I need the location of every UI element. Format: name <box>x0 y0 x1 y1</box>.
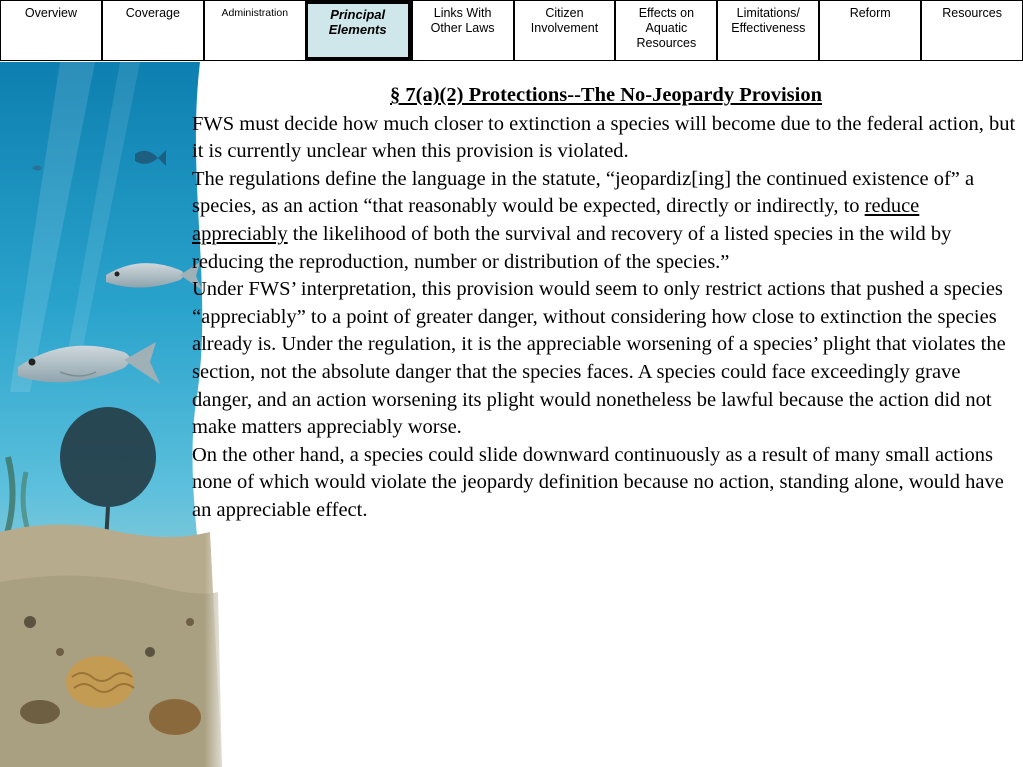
nav-tab-resources[interactable]: Resources <box>920 1 1023 60</box>
nav-tab-links-with-other-laws[interactable]: Links With Other Laws <box>411 1 513 60</box>
nav-tab-reform[interactable]: Reform <box>818 1 920 60</box>
brain-coral-icon <box>66 656 134 708</box>
nav-tab-coverage[interactable]: Coverage <box>101 1 203 60</box>
nav-tab-citizen-involvement[interactable]: Citizen Involvement <box>513 1 615 60</box>
paragraph-2-text-a: The regulations define the language in the statute, “jeopardiz[ing] the continued existence of” a species, as an action “that reasonably would be expected, directly or indirectly, to <box>192 167 975 218</box>
slide-content <box>192 82 1020 525</box>
paragraph-4: On the other hand, a species could slide downward continuously as a result of many small actions none of which would violate the jeopardy definition because no action, standing alone, would have an appreciable effect. <box>192 443 1004 521</box>
top-navigation <box>0 0 1023 61</box>
nav-tab-effects-on-aquatic-resources[interactable]: Effects on Aquatic Resources <box>614 1 716 60</box>
paragraph-2 <box>192 166 1020 276</box>
slide-title: § 7(a)(2) Protections--The No-Jeopardy Provision <box>390 84 822 106</box>
nav-tab-overview[interactable]: Overview <box>0 1 101 60</box>
paragraph-1: FWS must decide how much closer to extinction a species will become due to the federal action, but it is currently unclear when this provision is violated. <box>192 112 1016 163</box>
nav-tab-administration[interactable]: Administration <box>203 1 305 60</box>
nav-tab-limitations-effectiveness[interactable]: Limitations/ Effectiveness <box>716 1 818 60</box>
nav-tab-principal-elements[interactable]: Principal Elements <box>305 1 411 60</box>
paragraph-3: Under FWS’ interpretation, this provision would seem to only restrict actions that pushed a species “appreciably” to a point of greater danger, without considering how close to extinction the species already is. Under the regulation, it is the appreciable worsening of a species’ plight that violates the section, not the absolute danger that the species faces. A species could face exceedingly grave danger, and an action worsening its plight would nonetheless be lawful because the action did not make matters appreciably worse. <box>192 278 1006 439</box>
paragraph-2-text-b: the likelihood of both the survival and recovery of a listed species in the wild by reducing the reproduction, number or distribution of the species.” <box>192 222 952 273</box>
underlined-phrase: reduce appreciably <box>192 195 920 245</box>
